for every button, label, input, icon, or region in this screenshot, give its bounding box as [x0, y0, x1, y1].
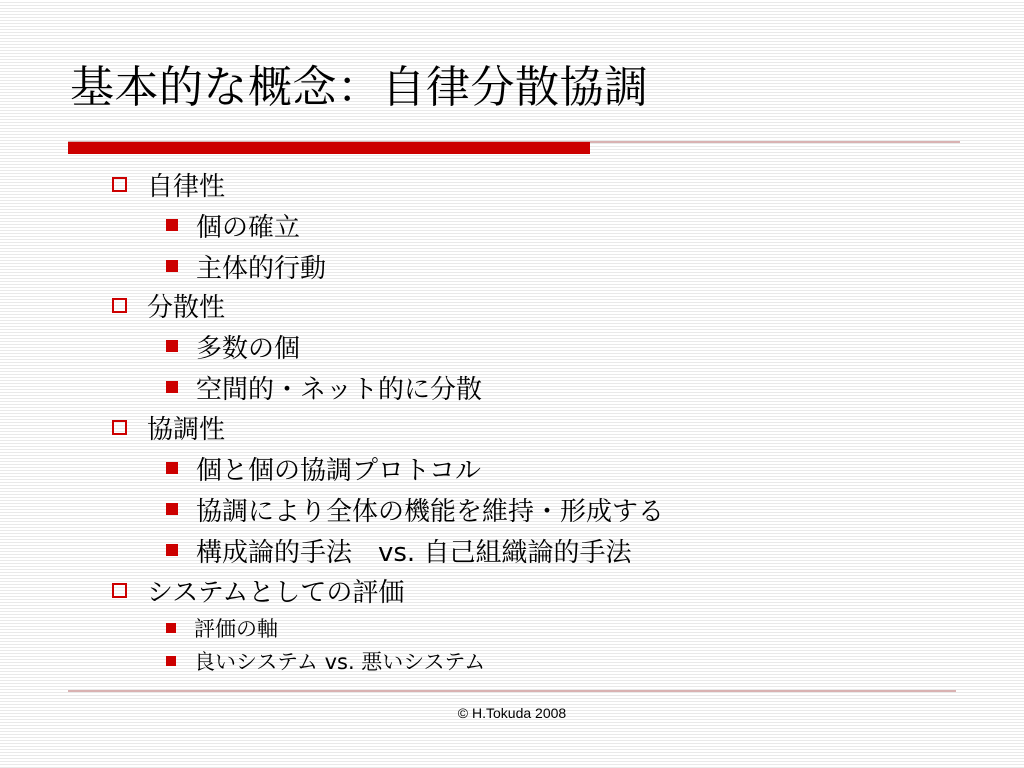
filled-square-icon — [166, 623, 176, 633]
sub-item — [166, 533, 631, 567]
filled-square-icon — [166, 219, 178, 231]
sub-item-label: 評価の軸 — [194, 617, 278, 641]
filled-square-icon — [166, 260, 178, 272]
sub-item-label: 良いシステム vs. 悪いシステム — [194, 650, 486, 674]
hollow-square-icon — [112, 583, 127, 598]
list-item-label: 自律性 — [147, 171, 226, 202]
sub-item-label: 協調により全体の機能を維持・形成する — [196, 496, 665, 527]
sub-item — [166, 451, 481, 485]
sub-item — [166, 249, 326, 283]
sub-item-label: 主体的行動 — [196, 253, 327, 284]
list-item-distribution — [112, 288, 225, 322]
filled-square-icon — [166, 381, 178, 393]
sub-item-label: 構成論的手法 vs. 自己組織論的手法 — [196, 537, 632, 568]
slide-title: 基本的な概念：自律分散協調 — [70, 62, 649, 113]
hollow-square-icon — [112, 420, 127, 435]
list-item-label: 協調性 — [147, 414, 226, 445]
sub-item — [166, 329, 300, 363]
filled-square-icon — [166, 544, 178, 556]
sub-item-label: 個と個の協調プロトコル — [196, 455, 481, 486]
copyright-footer: © H.Tokuda 2008 — [457, 705, 567, 721]
sub-item-label: 多数の個 — [196, 333, 301, 364]
list-item-label: システムとしての評価 — [147, 577, 405, 608]
footer-divider — [68, 690, 956, 692]
filled-square-icon — [166, 340, 178, 352]
list-item-autonomy — [112, 167, 225, 201]
list-item-label: 分散性 — [147, 292, 226, 323]
sub-item — [166, 614, 278, 642]
filled-square-icon — [166, 462, 178, 474]
filled-square-icon — [166, 656, 176, 666]
sub-item-label: 個の確立 — [196, 212, 301, 243]
hollow-square-icon — [112, 177, 127, 192]
sub-item-label: 空間的・ネット的に分散 — [196, 374, 483, 405]
sub-item — [166, 370, 482, 404]
sub-item — [166, 208, 300, 242]
list-item-cooperation — [112, 410, 225, 444]
filled-square-icon — [166, 503, 178, 515]
sub-item — [166, 647, 485, 675]
sub-item — [166, 492, 664, 526]
list-item-evaluation — [112, 573, 404, 607]
hollow-square-icon — [112, 298, 127, 313]
